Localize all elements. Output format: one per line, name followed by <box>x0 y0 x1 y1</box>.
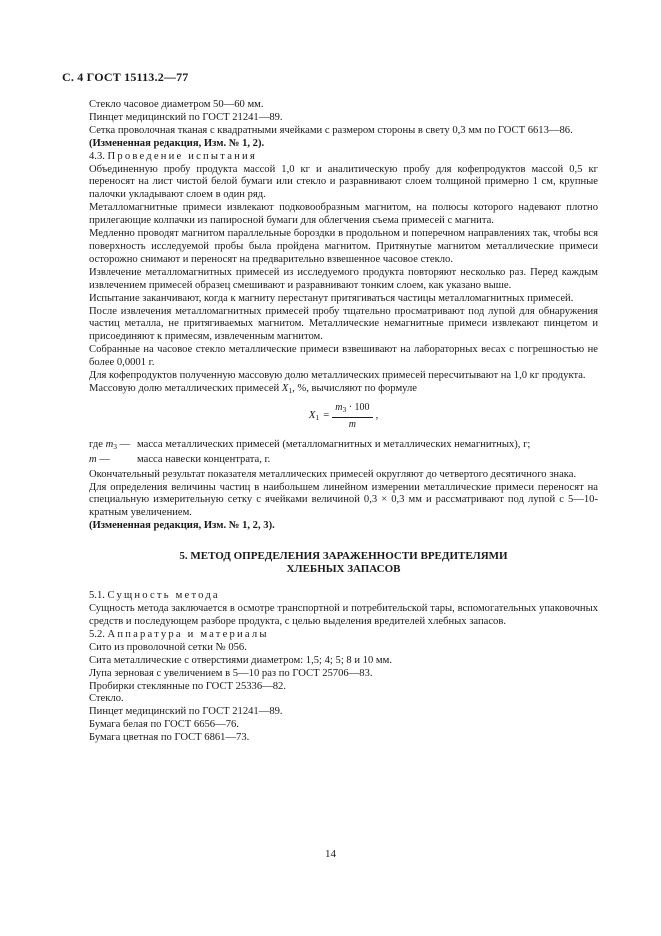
paragraph: Окончательный результат показателя металлических примесей округляют до четвертого десятичного знака. <box>89 468 577 480</box>
equipment-line: Стекло часовое диаметром 50—60 мм. <box>89 99 264 110</box>
procedure-paragraphs <box>89 164 598 383</box>
formula-numerator: $m_3 \cdot 100$ <box>332 402 372 418</box>
formula-denominator: m <box>348 419 357 431</box>
paragraph: Объединенную пробу продукта массой 1,0 кг и аналитическую пробу для кофепродуктов массой 0,5 кг переносят на лист чистой белой бумаги или стекло и разравнивают слоем толщиной примерно 1 см, крупные палочки укладывают слоем в один ряд. <box>89 163 598 201</box>
definition-text: масса навески концентрата, г. <box>137 453 271 465</box>
formula-lhs: $X_1$ <box>308 408 320 422</box>
subsection-number: 5.2. <box>89 628 105 640</box>
paragraph: Для кофепродуктов полученную массовую долю металлических примесей пересчитывают на 1,0 кг продукта. <box>89 370 586 382</box>
equipment-line: Сита металлические с отверстиями диаметром: 1,5; 4; 5; 8 и 10 мм. <box>89 654 392 666</box>
paragraph: Сущность метода заключается в осмотре транспортной и потребительской тары, вспомогательных упаковочных средств и последующем разборе продукта, с целью выделения вредителей хлебных запасов. <box>89 603 598 627</box>
paragraph: Для определения величины частиц в наибольшем линейном измерении металлические примеси переносят на специальную измерительную сетку с ячейками величиной 0,3 × 0,3 мм и рассматривают под лупой с 5—10-кратным увеличением. <box>89 481 598 519</box>
equipment-list <box>89 642 598 745</box>
equipment-line: Стекло. <box>89 693 124 705</box>
subsection-number: 5.1. <box>89 590 105 602</box>
paragraph: Медленно проводят магнитом параллельные бороздки в продольном и поперечном направлениях так, чтобы вся поверхность исследуемой пробы была пройдена магнитом. Притянутые магнитом металлические примеси осторожно снимают и переносят на предварительно взвешенное часовое стекло. <box>89 228 598 265</box>
equipment-line: Бумага белая по ГОСТ 6656—76. <box>89 719 239 731</box>
subsection-number: 4.3. <box>89 150 105 162</box>
subsection-heading-5-2 <box>89 629 598 642</box>
equipment-line: Сетка проволочная тканая с квадратными ячейками с размером стороны в свету 0,3 мм по ГОСТ 6613—86. <box>89 124 573 136</box>
section-5-title: 5. МЕТОД ОПРЕДЕЛЕНИЯ ЗАРАЖЕННОСТИ ВРЕДИТЕЛЯМИ ХЛЕБНЫХ ЗАПАСОВ <box>179 550 508 576</box>
paragraph: Металломагнитные примеси извлекают подковообразным магнитом, на полюсы которого надевают плотно прилегающие колпачки из папиросной бумаги для облегчения съема примесей с магнита. <box>89 202 598 227</box>
page-content <box>89 99 598 745</box>
edit-note: (Измененная редакция, Изм. № 1, 2). <box>89 137 265 149</box>
formula-equals: = <box>323 410 330 422</box>
equipment-line: Пинцет медицинский по ГОСТ 21241—89. <box>89 706 283 718</box>
paragraph: После извлечения металломагнитных примесей пробу тщательно просматривают под лупой для обнаружения частиц металла, не притягиваемых магнитом. Металлические немагнитные примеси извлекают пинцетом и присоединяют к примесям, извлеченным магнитом. <box>89 305 598 343</box>
subsection-title: Проведение испытания <box>107 150 257 162</box>
equipment-line: Пробирки стеклянные по ГОСТ 25336—82. <box>89 680 286 692</box>
formula-fraction <box>332 402 372 431</box>
paragraph: Испытание заканчивают, когда к магниту перестанут притягиваться частицы металломагнитных примесей. <box>89 292 574 304</box>
page-header: С. 4 ГОСТ 15113.2—77 <box>62 70 189 84</box>
definition-text: масса металлических примесей (металломагнитных и металлических немагнитных), г; <box>137 438 531 450</box>
paragraph: Извлечение металломагнитных примесей из исследуемого продукта повторяют несколько раз. Перед каждым извлечением примесей образец смешивают и разравнивают тонким слоем, как указано выше. <box>89 266 598 291</box>
equipment-line: Бумага цветная по ГОСТ 6861—73. <box>89 732 250 744</box>
paragraph: Собранные на часовое стекло металлические примеси взвешивают на лабораторных весах с погрешностью не более 0,0001 г. <box>89 344 598 369</box>
subsection-title: Аппаратура и материалы <box>107 628 269 640</box>
definition-row: m — масса навески концентрата, г. <box>89 454 598 469</box>
equipment-line: Лупа зерновая с увеличением в 5—10 раз по ГОСТ 25706—83. <box>89 667 373 679</box>
equipment-line: Сито из проволочной сетки № 056. <box>89 641 247 653</box>
formula-intro: Массовую долю металлических примесей $X_1$, %, вычисляют по формуле <box>89 382 417 395</box>
formula <box>89 400 598 434</box>
subsection-heading-5-1 <box>89 590 598 603</box>
subsection-heading-4-3 <box>89 151 598 164</box>
equipment-line: Пинцет медицинский по ГОСТ 21241—89. <box>89 111 283 123</box>
formula-definitions <box>89 439 598 469</box>
definition-row: где $m_3$ — масса металлических примесей (металломагнитных и металлических немагнитных), г; <box>89 439 598 454</box>
page-number: 14 <box>325 848 336 860</box>
subsection-title: Сущность метода <box>107 590 220 602</box>
edit-note: (Измененная редакция, Изм. № 1, 2, 3). <box>89 520 275 532</box>
formula-tail: , <box>375 410 379 422</box>
